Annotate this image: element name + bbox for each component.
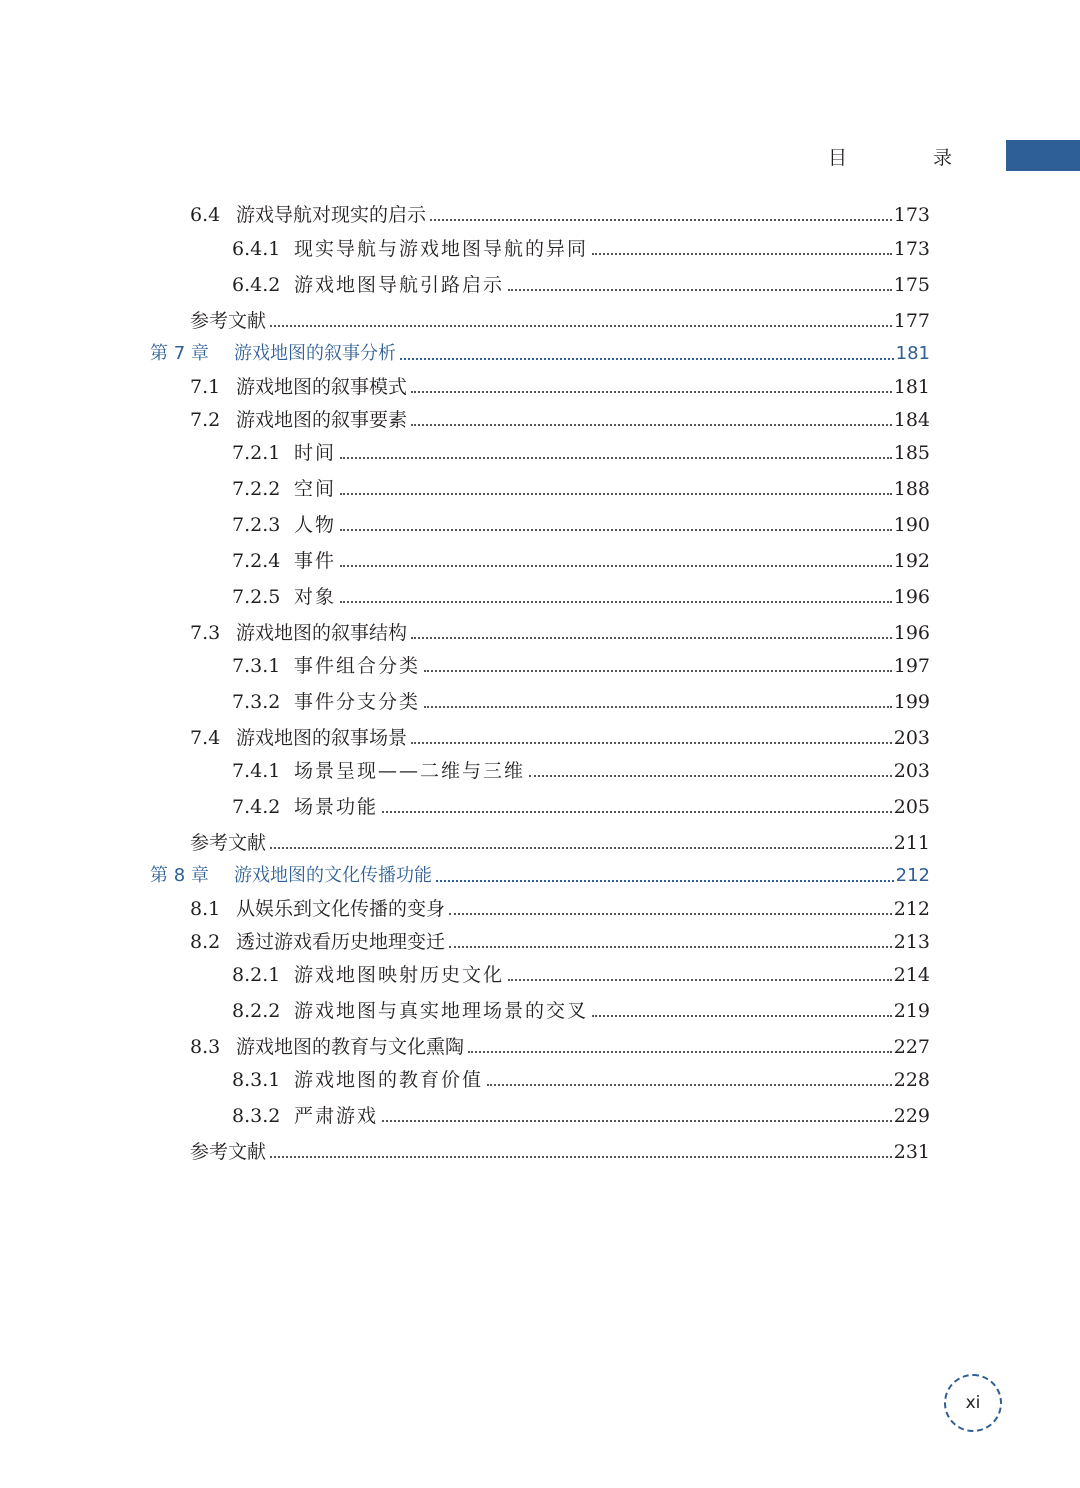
toc-entry-page: 227 (893, 1036, 930, 1058)
dot-leader (508, 289, 892, 291)
toc-entry-title: 空间 (294, 478, 337, 500)
toc-chapter-entry[interactable] (0, 861, 930, 891)
toc-entry-number: 第 7 章 (150, 343, 209, 364)
toc-entry[interactable] (0, 927, 930, 957)
toc-entry[interactable] (0, 1065, 930, 1095)
toc-entry[interactable] (0, 474, 930, 504)
toc-entry[interactable] (0, 510, 930, 540)
toc-entry[interactable] (0, 438, 930, 468)
dot-leader (340, 529, 892, 531)
toc-entry-page: 196 (893, 586, 930, 608)
toc-entry-title: 从娱乐到文化传播的变身 (236, 898, 446, 920)
toc-entry-number: 7.2.1 (232, 442, 281, 464)
dot-leader (449, 946, 892, 948)
toc-entry-title: 游戏地图的叙事模式 (236, 376, 408, 398)
toc-entry-number: 8.2.1 (232, 964, 281, 986)
toc-entry-page: 199 (893, 691, 930, 713)
toc-entry[interactable] (0, 618, 930, 648)
dot-leader (411, 637, 892, 639)
dot-leader (411, 391, 892, 393)
toc-entry-page: 173 (893, 204, 930, 226)
toc-entry-page: 175 (893, 274, 930, 296)
toc-entry[interactable] (0, 234, 930, 264)
dot-leader (436, 880, 894, 882)
toc-entry[interactable] (0, 960, 930, 990)
toc-entry-page: 185 (893, 442, 930, 464)
toc-entry-number: 8.2.2 (232, 1000, 281, 1022)
toc-entry-title: 时间 (294, 442, 337, 464)
toc-entry-number: 7.3 (190, 622, 221, 644)
toc-entry-page: 213 (893, 931, 930, 953)
toc-entry-number: 8.3.2 (232, 1105, 281, 1127)
dot-leader (508, 979, 892, 981)
toc-entry-title: 事件组合分类 (294, 655, 421, 677)
toc-entry-number: 7.2.2 (232, 478, 281, 500)
dot-leader (340, 601, 892, 603)
toc-entry-page: 219 (893, 1000, 930, 1022)
toc-entry[interactable] (0, 828, 930, 858)
toc-entry-number: 7.4.2 (232, 796, 281, 818)
toc-entry-title: 游戏地图与真实地理场景的交叉 (294, 1000, 589, 1022)
toc-entry-page: 214 (893, 964, 930, 986)
dot-leader (529, 775, 892, 777)
toc-entry-number: 6.4.2 (232, 274, 281, 296)
toc-entry-title: 游戏地图的叙事分析 (234, 343, 396, 364)
toc-entry-page: 203 (893, 727, 930, 749)
toc-entry-page: 212 (895, 865, 930, 886)
toc-entry-title: 参考文献 (190, 1141, 267, 1163)
toc-entry-title: 游戏地图的文化传播功能 (234, 865, 432, 886)
toc-entry-title: 现实导航与游戏地图导航的异同 (294, 238, 589, 260)
dot-leader (592, 1015, 892, 1017)
dot-leader (382, 811, 892, 813)
toc-entry-title: 场景呈现——二维与三维 (294, 760, 526, 782)
toc-entry-page: 192 (893, 550, 930, 572)
header-title: 目 录 (827, 147, 992, 169)
toc-entry-page: 211 (893, 832, 930, 854)
dot-leader (400, 358, 894, 360)
dot-leader (424, 670, 892, 672)
toc-entry-page: 229 (893, 1105, 930, 1127)
dot-leader (430, 219, 892, 221)
toc-entry-title: 游戏地图的叙事场景 (236, 727, 408, 749)
dot-leader (340, 493, 892, 495)
toc-entry[interactable] (0, 1032, 930, 1062)
toc-entry-number: 7.2.5 (232, 586, 281, 608)
toc-entry[interactable] (0, 546, 930, 576)
dot-leader (468, 1051, 892, 1053)
toc-entry-title: 人物 (294, 514, 337, 536)
toc-entry-number: 第 8 章 (150, 865, 209, 886)
toc-entry-page: 177 (893, 310, 930, 332)
toc-entry[interactable] (0, 1137, 930, 1167)
toc-entry[interactable] (0, 1101, 930, 1131)
toc-entry[interactable] (0, 270, 930, 300)
dot-leader (270, 847, 892, 849)
dot-leader (411, 424, 892, 426)
toc-entry-number: 7.2.3 (232, 514, 281, 536)
toc-entry-title: 事件 (294, 550, 337, 572)
toc-entry-title: 事件分支分类 (294, 691, 421, 713)
toc-entry-title: 游戏地图的教育价值 (294, 1069, 484, 1091)
toc-entry-number: 7.3.2 (232, 691, 281, 713)
toc-entry[interactable] (0, 582, 930, 612)
toc-entry-title: 游戏地图的叙事结构 (236, 622, 408, 644)
toc-entry-number: 8.3.1 (232, 1069, 281, 1091)
toc-entry-title: 参考文献 (190, 832, 267, 854)
toc-entry-title: 透过游戏看历史地理变迁 (236, 931, 446, 953)
toc-entry-title: 游戏导航对现实的启示 (236, 204, 427, 226)
toc-entry-page: 181 (895, 343, 930, 364)
toc-entry-number: 6.4 (190, 204, 221, 226)
toc-entry-page: 231 (893, 1141, 930, 1163)
dot-leader (340, 457, 892, 459)
dot-leader (382, 1120, 892, 1122)
dot-leader (411, 742, 892, 744)
toc-entry[interactable] (0, 723, 930, 753)
toc-entry[interactable] (0, 894, 930, 924)
toc-entry-page: 203 (893, 760, 930, 782)
toc-entry-title: 游戏地图的叙事要素 (236, 409, 408, 431)
toc-entry-title: 游戏地图映射历史文化 (294, 964, 505, 986)
toc-entry-page: 196 (893, 622, 930, 644)
toc-entry-number: 7.4 (190, 727, 221, 749)
dot-leader (592, 253, 892, 255)
toc-entry-number: 8.1 (190, 898, 221, 920)
toc-entry-page: 205 (893, 796, 930, 818)
toc-entry-page: 188 (893, 478, 930, 500)
toc-entry[interactable] (0, 792, 930, 822)
toc-entry-page: 212 (893, 898, 930, 920)
dot-leader (487, 1084, 892, 1086)
dot-leader (270, 1156, 892, 1158)
toc-entry-page: 181 (893, 376, 930, 398)
toc-entry-page: 184 (893, 409, 930, 431)
toc-entry-number: 7.3.1 (232, 655, 281, 677)
toc-entry[interactable] (0, 200, 930, 230)
toc-entry-title: 场景功能 (294, 796, 379, 818)
page-number: xi (944, 1374, 1002, 1432)
toc-entry-title: 严肃游戏 (294, 1105, 379, 1127)
dot-leader (270, 325, 892, 327)
toc-entry[interactable] (0, 405, 930, 435)
toc-chapter-entry[interactable] (0, 339, 930, 369)
toc-entry-number: 7.2.4 (232, 550, 281, 572)
toc-entry-page: 228 (893, 1069, 930, 1091)
toc-entry-title: 对象 (294, 586, 337, 608)
toc-entry-number: 7.4.1 (232, 760, 281, 782)
header-accent-bar (1006, 140, 1080, 171)
toc-entry-number: 6.4.1 (232, 238, 281, 260)
toc-entry[interactable] (0, 756, 930, 786)
dot-leader (340, 565, 892, 567)
toc-entry-page: 197 (893, 655, 930, 677)
toc-entry[interactable] (0, 372, 930, 402)
toc-entry[interactable] (0, 306, 930, 336)
toc-entry-number: 8.3 (190, 1036, 221, 1058)
dot-leader (424, 706, 892, 708)
toc-entry[interactable] (0, 687, 930, 717)
toc-entry-number: 7.1 (190, 376, 221, 398)
toc-entry-page: 173 (893, 238, 930, 260)
toc-entry[interactable] (0, 996, 930, 1026)
toc-entry-number: 7.2 (190, 409, 221, 431)
toc-entry-number: 8.2 (190, 931, 221, 953)
toc-entry-title: 游戏地图的教育与文化熏陶 (236, 1036, 465, 1058)
dot-leader (449, 913, 892, 915)
toc-entry-title: 游戏地图导航引路启示 (294, 274, 505, 296)
toc-entry-page: 190 (893, 514, 930, 536)
toc-entry-title: 参考文献 (190, 310, 267, 332)
toc-entry[interactable] (0, 651, 930, 681)
